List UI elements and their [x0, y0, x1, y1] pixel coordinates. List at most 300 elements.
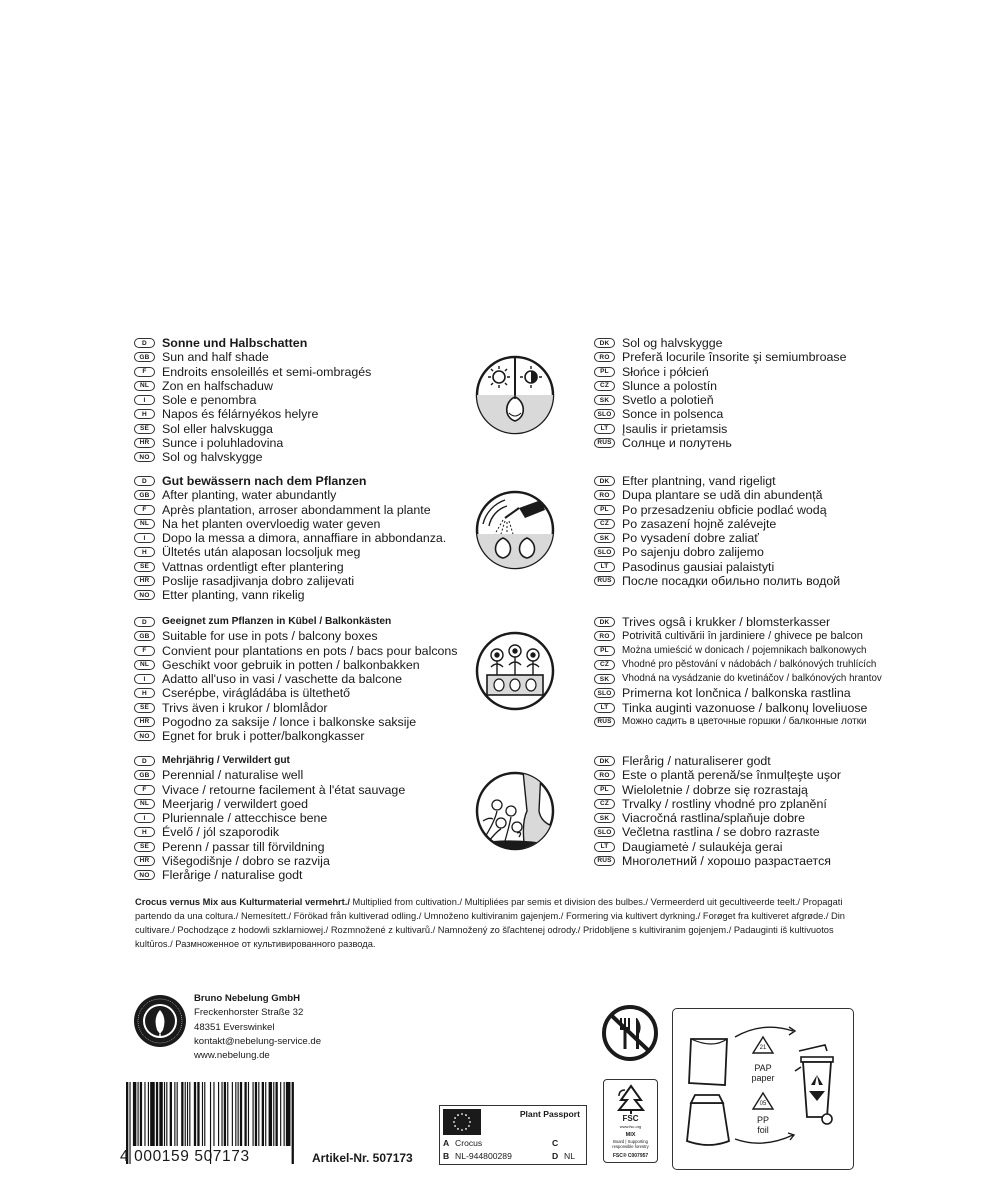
language-code-badge: I [134, 674, 155, 684]
barcode-bar [273, 1082, 274, 1146]
language-line [134, 811, 464, 825]
language-line [594, 811, 894, 825]
cultivation-note [135, 895, 855, 951]
company-website[interactable]: www.nebelung.de [194, 1050, 270, 1062]
language-line [134, 768, 464, 782]
recycling-panel [672, 1008, 854, 1170]
language-text: Poslije rasadjivanja dobro zalijevati [162, 573, 355, 588]
language-line [594, 644, 894, 658]
language-code-badge: SE [134, 424, 155, 434]
fsc-code: FSC® C007957 [612, 1153, 649, 1159]
language-line [134, 450, 464, 464]
language-code-badge: SLO [594, 827, 615, 837]
language-text: Convient pour plantations en pots / bacs pour balcons [162, 643, 458, 658]
language-text: Preferă locurile însorite şi semiumbroase [622, 350, 847, 365]
barcode-bar [181, 1082, 183, 1146]
language-text: Geschikt voor gebruik in potten / balkonbakken [162, 657, 420, 672]
barcode-bar [232, 1082, 233, 1146]
language-code-badge: CZ [594, 519, 615, 529]
barcode-bar [187, 1082, 188, 1146]
language-text: Perenn / passar till förvildning [162, 839, 325, 854]
language-code-badge: DK [594, 756, 615, 766]
language-text: Flerårige / naturalise godt [162, 868, 303, 883]
barcode-bar [280, 1082, 281, 1146]
company-city: 48351 Everswinkel [194, 1021, 275, 1033]
language-text: Meerjarig / verwildert goed [162, 796, 308, 811]
language-code-badge: HR [134, 576, 155, 586]
language-text: Vattnas ordentligt efter plantering [162, 559, 344, 574]
company-street: Freckenhorster Straße 32 [194, 1007, 304, 1019]
fsc-website: www.fsc.org [619, 1124, 642, 1129]
eu-star [465, 1114, 467, 1116]
language-code-badge: H [134, 827, 155, 837]
language-text: Sunce i poluhladovina [162, 435, 284, 450]
language-line [134, 854, 464, 868]
language-text: Sol og halvskygge [622, 336, 723, 351]
plant-passport [439, 1105, 587, 1165]
passport-row-d: D NL [552, 1151, 575, 1161]
language-line [594, 560, 894, 574]
eu-star [468, 1125, 470, 1127]
language-code-badge: SK [594, 813, 615, 823]
recycling-artwork [673, 1009, 855, 1171]
language-line [594, 350, 894, 364]
language-text: Солнце и полутень [622, 435, 732, 450]
language-code-badge: NO [134, 590, 155, 600]
language-line [594, 825, 894, 839]
language-text: Trvalky / rostliny vhodné pro zplanění [622, 796, 827, 811]
language-text: Ültetés után alaposan locsoljuk meg [162, 545, 361, 560]
language-line [134, 407, 464, 421]
barcode-bar [221, 1082, 222, 1146]
language-text: Cserépbe, virágládába is ültethető [162, 686, 351, 701]
language-line [594, 797, 894, 811]
language-text: Višegodišnje / dobro se razvija [162, 853, 330, 868]
language-line [134, 701, 464, 715]
language-code-badge: D [134, 617, 155, 627]
language-line [594, 701, 894, 715]
language-line [594, 768, 894, 782]
language-line [134, 436, 464, 450]
language-line [594, 436, 894, 450]
barcode-bar [202, 1082, 203, 1146]
language-text: Flerårig / naturaliserer godt [622, 754, 771, 769]
language-text: Tinka auginti vazonuose / balkonų loveliuose [622, 700, 868, 715]
language-line [134, 658, 464, 672]
language-code-badge: RO [594, 490, 615, 500]
barcode-bar [194, 1082, 196, 1146]
language-line [594, 393, 894, 407]
language-text: Po przesadzeniu obficie podlać wodą [622, 502, 827, 517]
language-code-badge: F [134, 646, 155, 656]
barcode-bar [159, 1082, 162, 1146]
language-column-left [134, 754, 464, 882]
language-line [134, 783, 464, 797]
language-line [594, 715, 894, 729]
language-line [594, 379, 894, 393]
naturalise-plant-icon [475, 771, 555, 851]
language-code-badge: SLO [594, 409, 615, 419]
barcode-bar [185, 1082, 186, 1146]
language-text: Trivs även i krukor / blomlådor [162, 700, 328, 715]
fsc-tree-icon [615, 1084, 647, 1114]
barcode-bar [166, 1082, 167, 1146]
language-text: Après plantation, arroser abondamment la plante [162, 502, 431, 517]
barcode-bar [170, 1082, 172, 1146]
language-line [594, 672, 894, 686]
barcode-bar [218, 1082, 219, 1146]
language-line [594, 629, 894, 643]
language-code-badge: SK [594, 533, 615, 543]
language-code-badge: DK [594, 617, 615, 627]
language-code-badge: RUS [594, 576, 615, 586]
fsc-board: Board | Supporting responsible forestry [612, 1139, 649, 1149]
language-line [594, 517, 894, 531]
foil-code: PP [756, 1115, 769, 1125]
language-text: Vhodné pro pěstování v nádobách / balkónových truhlících [622, 658, 877, 670]
eu-star [468, 1117, 470, 1119]
language-line [134, 672, 464, 686]
language-code-badge: GB [134, 490, 155, 500]
language-code-badge: NL [134, 381, 155, 391]
language-line [134, 588, 464, 602]
language-code-badge: I [134, 395, 155, 405]
language-code-badge: RO [594, 352, 615, 362]
language-code-badge: D [134, 756, 155, 766]
plant-passport-title: Plant Passport [519, 1109, 580, 1119]
language-code-badge: NO [134, 870, 155, 880]
language-code-badge: DK [594, 338, 615, 348]
language-code-badge: D [134, 338, 155, 348]
cultivation-note-text: Multiplied from cultivation./ Multipliées par semis et division des bulbes./ Vermeerderd uit gecultiveerde teelt./ Propagati partendo da una coltura./ Nemesített./ Förökad från kultiverad odling./ Umnoženo kultiviranim gajenjem./ Formering via kultivert dyrkning./ Forøget fra kultiveret afgrøde./ Din cultivare./ Pochodzące z hodowli szklarniowej./ Rozmnožené z kultivarů./ Namnožený zo šľachtenej odrody./ Pridobljene s kultiviranim gojenjem./ Padauginti iš kultivuotos kultūros./ Размноженное от культивированного развода. [135, 897, 845, 949]
language-text: Efter plantning, vand rigeligt [622, 474, 776, 489]
language-code-badge: PL [594, 367, 615, 377]
language-line [134, 560, 464, 574]
language-line [594, 336, 894, 350]
sustainable-supplier-seal [133, 994, 187, 1048]
language-line [134, 545, 464, 559]
language-code-badge: I [134, 533, 155, 543]
language-text: Sun and half shade [162, 350, 269, 365]
language-line [134, 503, 464, 517]
paper-number: 21 [759, 1045, 767, 1051]
language-line [594, 365, 894, 379]
barcode-bar [276, 1082, 278, 1146]
language-code-badge: PL [594, 505, 615, 515]
language-line [594, 545, 894, 559]
language-line [134, 840, 464, 854]
language-code-badge: PL [594, 785, 615, 795]
language-code-badge: GB [134, 770, 155, 780]
barcode-bar [174, 1082, 175, 1146]
barcode-bar [284, 1082, 285, 1146]
language-line [134, 488, 464, 502]
language-text: Viacročná rastlina/splaňuje dobre [622, 811, 805, 826]
language-code-badge: DK [594, 476, 615, 486]
article-number: Artikel-Nr. 507173 [312, 1151, 413, 1165]
language-text: Po zasazení hojně zalévejte [622, 516, 777, 531]
language-text: Słońce i półcień [622, 364, 709, 379]
language-code-badge: RUS [594, 856, 615, 866]
language-column-left [134, 474, 464, 602]
language-code-badge: CZ [594, 381, 615, 391]
language-line [594, 574, 894, 588]
barcode-bar [197, 1082, 199, 1146]
language-text: Pasodinus gausiai palaistyti [622, 559, 775, 574]
language-text: Primerna kot lončnica / balkonska rastlina [622, 686, 851, 701]
language-line [134, 365, 464, 379]
barcode-bar [286, 1082, 291, 1146]
language-text: Sonce in polsenca [622, 407, 724, 422]
language-text: Mehrjährig / Verwildert gut [162, 755, 290, 767]
language-code-badge: NL [134, 660, 155, 670]
barcode-bar [140, 1082, 142, 1146]
language-line [134, 574, 464, 588]
language-text: Endroits ensoleillés et semi-ombragés [162, 364, 372, 379]
barcode-bar [144, 1082, 145, 1146]
language-text: Sonne und Halbschatten [162, 336, 308, 351]
language-text: Zon en halfschaduw [162, 378, 273, 393]
eu-star [454, 1117, 456, 1119]
language-code-badge: GB [134, 631, 155, 641]
company-email[interactable]: kontakt@nebelung-service.de [194, 1035, 322, 1047]
language-line [134, 336, 464, 350]
barcode-bar [177, 1082, 178, 1146]
eu-star [465, 1128, 467, 1130]
language-code-badge: CZ [594, 799, 615, 809]
language-code-badge: RO [594, 631, 615, 641]
language-text: Įsaulis ir prietamsis [622, 421, 728, 436]
language-code-badge: H [134, 688, 155, 698]
eu-star [457, 1128, 459, 1130]
language-text: Sol eller halvskugga [162, 421, 273, 436]
language-code-badge: RO [594, 770, 615, 780]
eu-star [453, 1121, 455, 1123]
language-code-badge: RUS [594, 438, 615, 448]
barcode-bar [265, 1082, 266, 1146]
language-text: Suitable for use in pots / balcony boxes [162, 629, 378, 644]
language-column-left [134, 336, 464, 464]
language-line [134, 644, 464, 658]
sun-half-shade-icon [475, 355, 555, 435]
language-line [134, 474, 464, 488]
language-line [594, 531, 894, 545]
language-line [134, 629, 464, 643]
language-line [134, 754, 464, 768]
barcode-bar [244, 1082, 246, 1146]
language-text: Slunce a polostín [622, 378, 718, 393]
barcode-digits: 4 000159 507173 [120, 1148, 250, 1165]
language-line [134, 825, 464, 839]
language-code-badge: H [134, 409, 155, 419]
language-text: Po vysadení dobre zaliať [622, 531, 759, 546]
barcode-bar [138, 1082, 139, 1146]
language-line [134, 350, 464, 364]
foil-number: 05 [759, 1101, 767, 1107]
language-code-badge: SK [594, 674, 615, 684]
fsc-word: FSC [622, 1114, 639, 1123]
language-code-badge: F [134, 367, 155, 377]
language-column-right [594, 474, 894, 588]
language-line [594, 474, 894, 488]
language-code-badge: SK [594, 395, 615, 405]
eu-flag-icon [443, 1109, 481, 1135]
language-line [594, 783, 894, 797]
balcony-box-icon [475, 631, 555, 711]
language-text: Évelő / jól szaporodik [162, 825, 280, 840]
language-line [134, 729, 464, 743]
barcode-bar [148, 1082, 149, 1146]
eu-star [461, 1113, 463, 1115]
barcode-bar [258, 1082, 259, 1146]
language-text: Gut bewässern nach dem Pflanzen [162, 474, 367, 489]
language-column-right [594, 754, 894, 868]
language-line [594, 407, 894, 421]
barcode-bar [227, 1082, 228, 1146]
language-code-badge: H [134, 547, 155, 557]
language-text: Pluriennale / attecchisce bene [162, 811, 328, 826]
eu-star [461, 1129, 463, 1131]
language-code-badge: SE [134, 842, 155, 852]
language-code-badge: LT [594, 562, 615, 572]
language-line [134, 531, 464, 545]
barcode-bar [292, 1082, 294, 1164]
language-text: После посадки обильно полить водой [622, 573, 841, 588]
language-text: Trives ogsâ i krukker / blomsterkasser [622, 615, 831, 630]
language-code-badge: NL [134, 799, 155, 809]
language-text: Perennial / naturalise well [162, 768, 304, 783]
barcode-bar [269, 1082, 272, 1146]
language-code-badge: SE [134, 703, 155, 713]
language-code-badge: PL [594, 646, 615, 656]
language-text: After planting, water abundantly [162, 488, 337, 503]
language-code-badge: GB [134, 352, 155, 362]
language-line [134, 379, 464, 393]
barcode-bar [235, 1082, 236, 1146]
eu-star [457, 1114, 459, 1116]
company-address [194, 992, 321, 1063]
passport-row-a: A Crocus [443, 1138, 483, 1148]
fsc-mix: MIX [625, 1132, 636, 1138]
language-code-badge: HR [134, 856, 155, 866]
language-code-badge: F [134, 785, 155, 795]
language-text: Sole e penombra [162, 393, 257, 408]
language-line [594, 422, 894, 436]
language-text: Pogodno za saksije / lonce i balkonske saksije [162, 714, 417, 729]
language-text: Dopo la messa a dimora, annaffiare in abbondanza. [162, 531, 447, 546]
language-code-badge: LT [594, 703, 615, 713]
language-line [594, 658, 894, 672]
language-line [134, 715, 464, 729]
language-code-badge: HR [134, 717, 155, 727]
eu-star [454, 1125, 456, 1127]
language-code-badge: CZ [594, 660, 615, 670]
watering-can-icon [475, 490, 555, 570]
barcode-bar [164, 1082, 165, 1146]
language-line [134, 393, 464, 407]
language-text: Można umieścić w donicach / pojemnikach balkonowych [622, 644, 867, 656]
language-text: Na het planten overvloedig water geven [162, 516, 381, 531]
language-text: Svetlo a polotieň [622, 393, 714, 408]
language-line [134, 422, 464, 436]
not-for-consumption-icon [601, 1004, 659, 1062]
passport-row-b: B NL-944800289 [443, 1151, 512, 1161]
language-text: Po sajenju dobro zalijemo [622, 545, 764, 560]
language-line [594, 754, 894, 768]
language-text: Многолетний / хорошо разрастается [622, 853, 831, 868]
language-line [134, 615, 464, 629]
language-text: Можно садить в цветочные горшки / балконные лотки [622, 715, 867, 727]
barcode-bar [150, 1082, 155, 1146]
language-line [594, 840, 894, 854]
language-line [134, 686, 464, 700]
language-code-badge: NO [134, 452, 155, 462]
language-line [134, 517, 464, 531]
language-line [594, 503, 894, 517]
language-text: Egnet for bruk i potter/balkongkasser [162, 729, 365, 744]
language-text: Este o plantă perenă/se înmulțeşte uşor [622, 768, 842, 783]
company-name: Bruno Nebelung GmbH [194, 993, 301, 1004]
language-text: Potrivită cultivării în jardiniere / ghivece pe balcon [622, 630, 863, 643]
language-column-right [594, 615, 894, 729]
barcode-bar [213, 1082, 214, 1146]
language-text: Geeignet zum Pflanzen in Kübel / Balkonkästen [162, 616, 392, 628]
barcode-bar [189, 1082, 190, 1146]
language-line [594, 854, 894, 868]
language-code-badge: NL [134, 519, 155, 529]
language-text: Večletna rastlina / se dobro razraste [622, 825, 820, 840]
paper-code: PAP [754, 1063, 772, 1073]
language-text: Vhodná na vysádzanie do kvetináčov / balkónových hrantov [622, 673, 882, 685]
passport-row-c: C [552, 1138, 559, 1148]
language-line [594, 615, 894, 629]
barcode-bar [240, 1082, 242, 1146]
language-line [134, 868, 464, 882]
language-text: Adatto all'uso in vasi / vaschette da balcone [162, 672, 403, 687]
language-text: Daugiametė / sulaukėja gerai [622, 839, 783, 854]
language-line [594, 686, 894, 700]
language-text: Vivace / retourne facilement à l'état sauvage [162, 782, 406, 797]
language-text: Napos és félárnyékos helyre [162, 407, 319, 422]
barcode-bar [262, 1082, 264, 1146]
cultivation-note-bold: Crocus vernus Mix aus Kulturmaterial vermehrt./ [135, 897, 350, 907]
eu-star [469, 1121, 471, 1123]
language-code-badge: RUS [594, 717, 615, 727]
language-line [134, 797, 464, 811]
language-code-badge: NO [134, 731, 155, 741]
language-text: Sol og halvskygge [162, 450, 263, 465]
barcode-bar [253, 1082, 254, 1146]
language-code-badge: SLO [594, 547, 615, 557]
language-text: Dupa plantare se udă din abundență [622, 488, 823, 503]
language-column-right [594, 336, 894, 450]
barcode-bar [255, 1082, 257, 1146]
language-text: Etter planting, vann rikelig [162, 588, 305, 603]
barcode-bar [248, 1082, 249, 1146]
foil-label: foil [757, 1125, 769, 1135]
language-code-badge: HR [134, 438, 155, 448]
language-code-badge: SLO [594, 688, 615, 698]
barcode-bar [156, 1082, 158, 1146]
barcode-bar [238, 1082, 239, 1146]
barcode-bar [133, 1082, 136, 1146]
language-code-badge: I [134, 813, 155, 823]
language-line [594, 488, 894, 502]
language-text: Wieloletnie / dobrze się rozrastają [622, 782, 808, 797]
barcode-bar [204, 1082, 205, 1146]
language-code-badge: D [134, 476, 155, 486]
language-code-badge: LT [594, 842, 615, 852]
